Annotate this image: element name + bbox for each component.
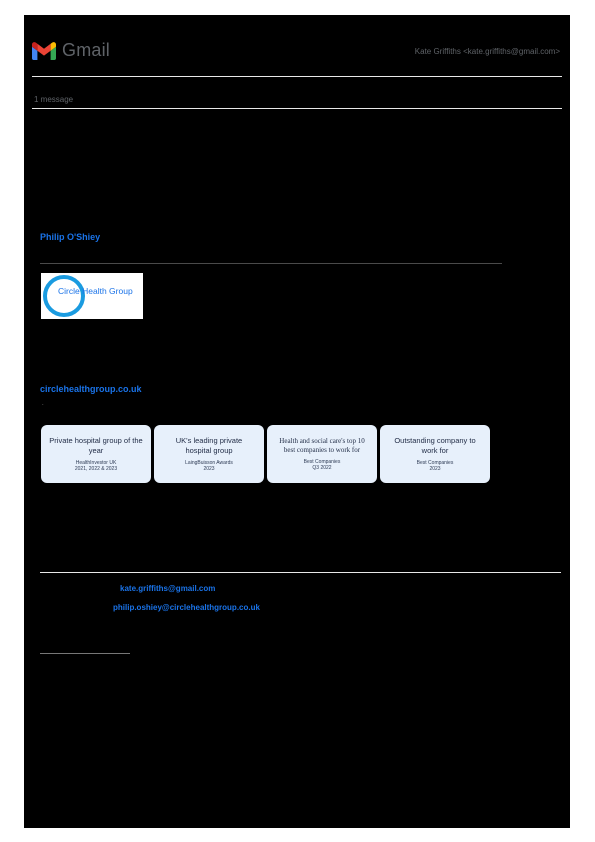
award-title: Private hospital group of the year (49, 436, 143, 455)
recipient-email-link[interactable]: kate.griffiths@gmail.com (120, 584, 216, 593)
website-link[interactable]: circlehealthgroup.co.uk (40, 384, 142, 394)
award-title: Outstanding company to work for (394, 436, 476, 455)
circle-ring-icon (42, 274, 86, 318)
circle-health-group-logo (41, 273, 143, 319)
gmail-header (32, 40, 560, 70)
sender-email-link[interactable]: philip.oshiey@circlehealthgroup.co.uk (113, 603, 260, 612)
award-years: 2023 (203, 466, 215, 472)
header-divider (32, 76, 562, 77)
message-count: 1 message (34, 95, 74, 104)
thread-divider (32, 108, 562, 109)
award-card (41, 425, 151, 483)
award-card (154, 425, 264, 483)
awards-banner (41, 425, 490, 483)
logo-word-health-group: Health Group (82, 286, 133, 296)
award-years: 2021, 2022 & 2023 (74, 466, 118, 472)
quote-divider (40, 653, 130, 654)
spacer-dot: . (42, 401, 44, 407)
award-source: Best Companies (303, 459, 341, 465)
award-source: Best Companies (416, 460, 454, 466)
award-title: UK's leading private hospital group (175, 436, 243, 455)
award-title: Health and social care's top 10 best companies to work for (279, 437, 365, 454)
gmail-logo[interactable] (32, 40, 110, 61)
award-card (380, 425, 490, 483)
email-print-page (24, 15, 570, 828)
account-identity: Kate Griffiths <kate.griffiths@gmail.com> (414, 47, 560, 56)
gmail-m-icon (32, 42, 56, 60)
award-years: Q3 2022 (312, 465, 332, 471)
gmail-wordmark: Gmail (62, 40, 111, 60)
award-card (267, 425, 377, 483)
signature-name: Philip O'Shiey (40, 232, 101, 242)
award-source: LaingBuisson Awards (185, 460, 233, 466)
footer-divider (40, 572, 561, 573)
logo-text (58, 286, 133, 296)
logo-word-circle: Circle (58, 286, 80, 296)
signature-divider (40, 263, 502, 264)
award-years: 2023 (429, 466, 441, 472)
award-source: HealthInvestor UK (75, 460, 117, 466)
